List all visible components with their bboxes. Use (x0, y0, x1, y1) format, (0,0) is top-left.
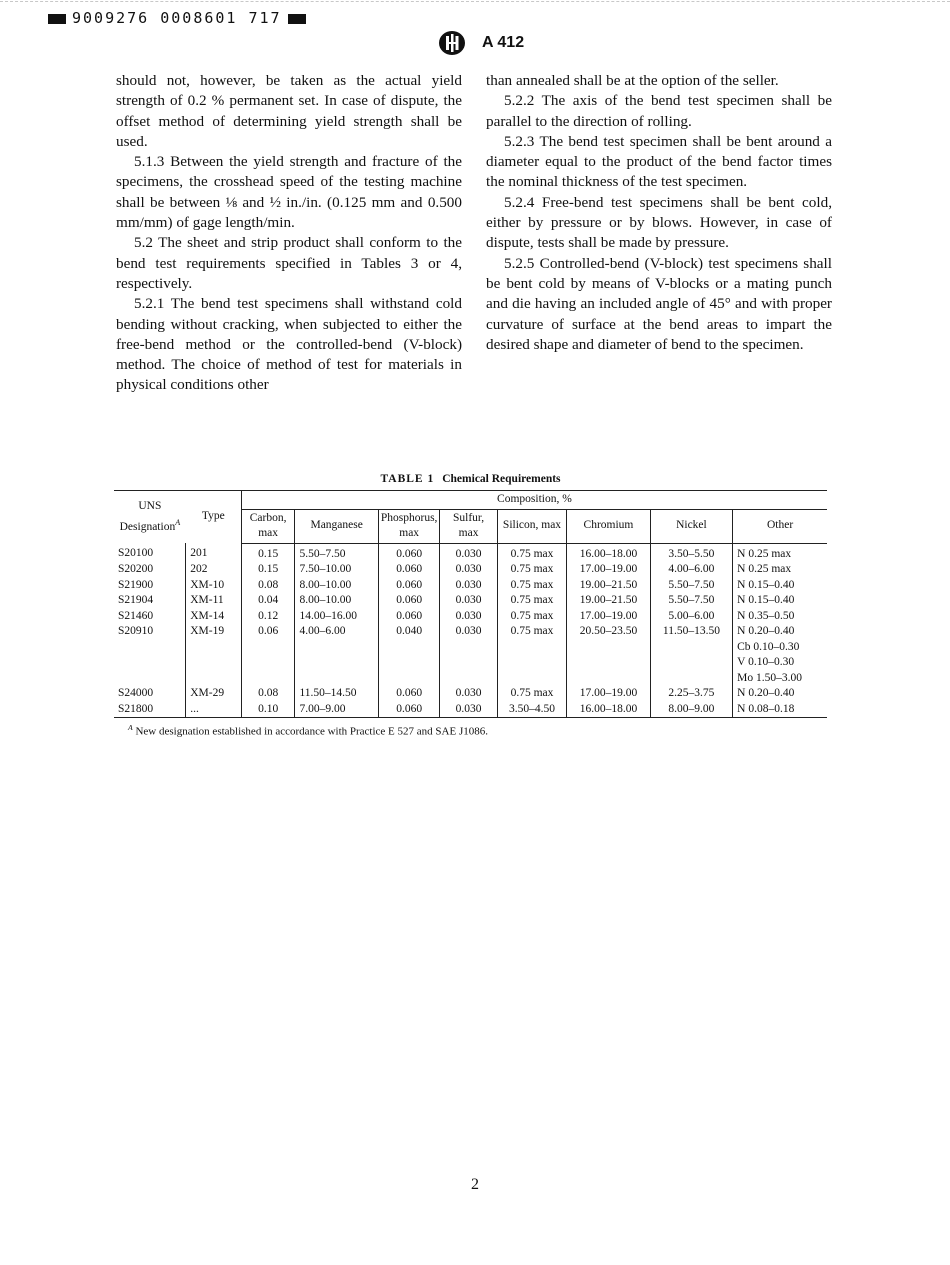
column-header-other: Other (733, 509, 827, 543)
manganese-cell (295, 671, 378, 687)
table-body (114, 543, 827, 718)
other-cell: N 0.08–0.18 (733, 702, 827, 718)
page-header (438, 30, 524, 56)
manganese-cell (295, 655, 378, 671)
barcode-block-icon (288, 14, 306, 24)
paragraph: 5.2.1 The bend test specimens shall withstand cold bending without cracking, when subjected to either the free-bend method or the controlled-bend (V-block) method. The choice of method of test for materials in physical conditions other (116, 295, 462, 394)
nickel-cell: 5.50–7.50 (650, 593, 732, 609)
other-cell: N 0.20–0.40 (733, 686, 827, 702)
chromium-cell: 16.00–18.00 (567, 702, 650, 718)
carbon-cell: 0.08 (241, 686, 295, 702)
uns-cell: S20100 (118, 547, 154, 559)
sulfur-cell (440, 671, 497, 687)
silicon-cell: 0.75 max (497, 593, 567, 609)
manganese-cell (295, 640, 378, 656)
silicon-cell: 0.75 max (497, 578, 567, 594)
document-code-text: 9009276 0008601 717 (72, 9, 282, 27)
sulfur-cell: 0.030 (440, 562, 497, 578)
column-header-phosphorus: Phosphorus, max (378, 509, 440, 543)
type-cell: 201 (186, 543, 242, 562)
sulfur-cell: 0.030 (440, 543, 497, 562)
phosphorus-cell: 0.060 (378, 578, 440, 594)
silicon-cell: 0.75 max (497, 624, 567, 640)
table-row (114, 624, 827, 640)
carbon-cell (241, 671, 295, 687)
data-table (114, 490, 827, 718)
nickel-cell: 4.00–6.00 (650, 562, 732, 578)
uns-cell (114, 671, 186, 687)
type-cell: 202 (186, 562, 242, 578)
manganese-cell: 7.00–9.00 (295, 702, 378, 718)
other-cell: N 0.15–0.40 (733, 593, 827, 609)
sulfur-cell: 0.030 (440, 578, 497, 594)
column-header-chromium: Chromium (567, 509, 650, 543)
standard-number: A 412 (482, 34, 525, 51)
nickel-cell (650, 640, 732, 656)
other-cell: V 0.10–0.30 (733, 655, 827, 671)
sulfur-cell: 0.030 (440, 624, 497, 640)
paragraph: 5.2.3 The bend test specimen shall be bent around a diameter equal to the product of the bend factor times the nominal thickness of the test specimen. (486, 132, 832, 191)
carbon-cell (241, 640, 295, 656)
footnote-text: New designation established in accordance with Practice E 527 and SAE J1086. (135, 725, 488, 738)
document-code (48, 9, 312, 27)
nickel-cell: 3.50–5.50 (650, 543, 732, 562)
table-row (114, 702, 827, 718)
type-cell: XM-14 (186, 609, 242, 625)
nickel-cell: 2.25–3.75 (650, 686, 732, 702)
carbon-cell: 0.10 (241, 702, 295, 718)
column-header-silicon: Silicon, max (497, 509, 567, 543)
paragraph: 5.2.4 Free-bend test specimens shall be bent cold, either by pressure or by blows. However, in case of dispute, tests shall be made by pressure. (486, 193, 832, 252)
column-header-nickel: Nickel (650, 509, 732, 543)
phosphorus-cell: 0.060 (378, 593, 440, 609)
table-row (114, 671, 827, 687)
type-cell (186, 671, 242, 687)
chemical-requirements-table (114, 473, 827, 738)
sulfur-cell: 0.030 (440, 702, 497, 718)
sulfur-cell: 0.030 (440, 609, 497, 625)
type-cell: XM-11 (186, 593, 242, 609)
paragraph: should not, however, be taken as the actual yield strength of 0.2 % permanent set. In case of dispute, the offset method of determining yield strength shall be used. (116, 72, 462, 150)
table-row (114, 562, 827, 578)
uns-cell: S21800 (114, 702, 186, 718)
other-cell: Cb 0.10–0.30 (733, 640, 827, 656)
table-footnote (128, 723, 827, 738)
phosphorus-cell: 0.060 (378, 686, 440, 702)
chromium-cell: 17.00–19.00 (567, 609, 650, 625)
phosphorus-cell: 0.060 (378, 702, 440, 718)
manganese-cell: 11.50–14.50 (295, 686, 378, 702)
page-number: 2 (471, 1176, 479, 1193)
uns-cell: S21904 (118, 594, 154, 606)
nickel-cell: 11.50–13.50 (650, 624, 732, 640)
manganese-cell: 4.00–6.00 (295, 624, 378, 640)
uns-cell (114, 655, 186, 671)
left-text-column (116, 71, 462, 396)
chromium-cell (567, 655, 650, 671)
chromium-cell: 16.00–18.00 (567, 543, 650, 562)
column-header-uns: UNS Designation$^A$ (114, 491, 186, 544)
column-header-sulfur: Sulfur, max (440, 509, 497, 543)
silicon-cell: 0.75 max (497, 562, 567, 578)
nickel-cell: 5.00–6.00 (650, 609, 732, 625)
nickel-cell (650, 671, 732, 687)
nickel-cell (650, 655, 732, 671)
uns-cell: S21460 (118, 609, 154, 622)
other-cell: N 0.35–0.50 (733, 609, 827, 625)
carbon-cell: 0.12 (241, 609, 295, 625)
table-row (114, 609, 827, 625)
footnote-mark: A (128, 723, 133, 732)
silicon-cell: 0.75 max (497, 609, 567, 625)
other-cell: N 0.20–0.40 (733, 624, 827, 640)
type-cell (186, 655, 242, 671)
table-title: Chemical Requirements (442, 473, 561, 485)
chromium-cell: 19.00–21.50 (567, 578, 650, 594)
sulfur-cell (440, 640, 497, 656)
chromium-cell (567, 640, 650, 656)
paragraph: 5.2.5 Controlled-bend (V-block) test specimens shall be bent cold by means of V-blocks or a mating punch and die having an included angle of 45° and with proper curvature of surface at the bend areas to impart the desired shape and diameter of bend to the specimen. (486, 254, 832, 353)
sulfur-cell: 0.030 (440, 686, 497, 702)
uns-cell: S20910 (118, 625, 154, 637)
column-header-composition: Composition, % (241, 491, 827, 510)
chromium-cell (567, 671, 650, 687)
silicon-cell (497, 671, 567, 687)
carbon-cell: 0.04 (241, 593, 295, 609)
phosphorus-cell (378, 655, 440, 671)
carbon-cell: 0.15 (241, 543, 295, 562)
silicon-cell: 0.75 max (497, 686, 567, 702)
phosphorus-cell (378, 640, 440, 656)
phosphorus-cell: 0.060 (378, 562, 440, 578)
right-text-column (486, 71, 832, 355)
column-header-manganese: Manganese (295, 509, 378, 543)
chromium-cell: 19.00–21.50 (567, 593, 650, 609)
column-header-type: Type (186, 491, 242, 544)
paragraph: 5.2 The sheet and strip product shall conform to the bend test requirements specified in Tables 3 or 4, respectively. (116, 234, 462, 292)
paragraph: 5.1.3 Between the yield strength and fracture of the specimens, the crosshead speed of the testing machine shall be between ⅛ and ½ in./in. (0.125 mm and 0.500 mm/mm) of gage length/min. (116, 153, 462, 232)
paragraph: than annealed shall be at the option of the seller. (486, 72, 779, 89)
type-cell: XM-10 (186, 578, 242, 594)
type-cell: XM-29 (186, 686, 242, 702)
scan-top-edge (0, 1, 950, 2)
paragraph: 5.2.2 The axis of the bend test specimen shall be parallel to the direction of rolling. (486, 92, 832, 130)
uns-cell: S21900 (118, 578, 154, 591)
column-header-carbon: Carbon, max (241, 509, 295, 543)
sulfur-cell: 0.030 (440, 593, 497, 609)
type-cell: XM-19 (186, 624, 242, 640)
table-caption (114, 473, 827, 485)
uns-cell (114, 640, 186, 656)
other-cell: N 0.15–0.40 (733, 578, 827, 594)
nickel-cell: 8.00–9.00 (650, 702, 732, 718)
sulfur-cell (440, 655, 497, 671)
phosphorus-cell: 0.060 (378, 543, 440, 562)
manganese-cell: 8.00–10.00 (295, 578, 378, 594)
other-cell: N 0.25 max (733, 543, 827, 562)
manganese-cell: 7.50–10.00 (295, 562, 378, 578)
chromium-cell: 17.00–19.00 (567, 562, 650, 578)
table-label: TABLE 1 (380, 473, 435, 485)
table-row (114, 686, 827, 702)
nickel-cell: 5.50–7.50 (650, 578, 732, 594)
uns-cell: S24000 (118, 687, 154, 699)
uns-cell: S20200 (118, 563, 154, 575)
carbon-cell: 0.08 (241, 578, 295, 594)
astm-logo-icon (438, 30, 466, 56)
phosphorus-cell (378, 671, 440, 687)
carbon-cell: 0.06 (241, 624, 295, 640)
manganese-cell: 14.00–16.00 (295, 609, 378, 625)
barcode-block-icon (48, 14, 66, 24)
table-row (114, 578, 827, 594)
manganese-cell: 8.00–10.00 (295, 593, 378, 609)
other-cell: N 0.25 max (733, 562, 827, 578)
manganese-cell: 5.50–7.50 (295, 543, 378, 562)
table-row (114, 593, 827, 609)
other-cell: Mo 1.50–3.00 (733, 671, 827, 687)
phosphorus-cell: 0.060 (378, 609, 440, 625)
table-row (114, 640, 827, 656)
chromium-cell: 20.50–23.50 (567, 624, 650, 640)
type-cell: ... (186, 702, 242, 718)
silicon-cell: 0.75 max (497, 543, 567, 562)
phosphorus-cell: 0.040 (378, 624, 440, 640)
silicon-cell: 3.50–4.50 (497, 702, 567, 718)
carbon-cell: 0.15 (241, 562, 295, 578)
type-cell (186, 640, 242, 656)
silicon-cell (497, 655, 567, 671)
carbon-cell (241, 655, 295, 671)
table-row (114, 543, 827, 562)
chromium-cell: 17.00–19.00 (567, 686, 650, 702)
table-row (114, 655, 827, 671)
silicon-cell (497, 640, 567, 656)
